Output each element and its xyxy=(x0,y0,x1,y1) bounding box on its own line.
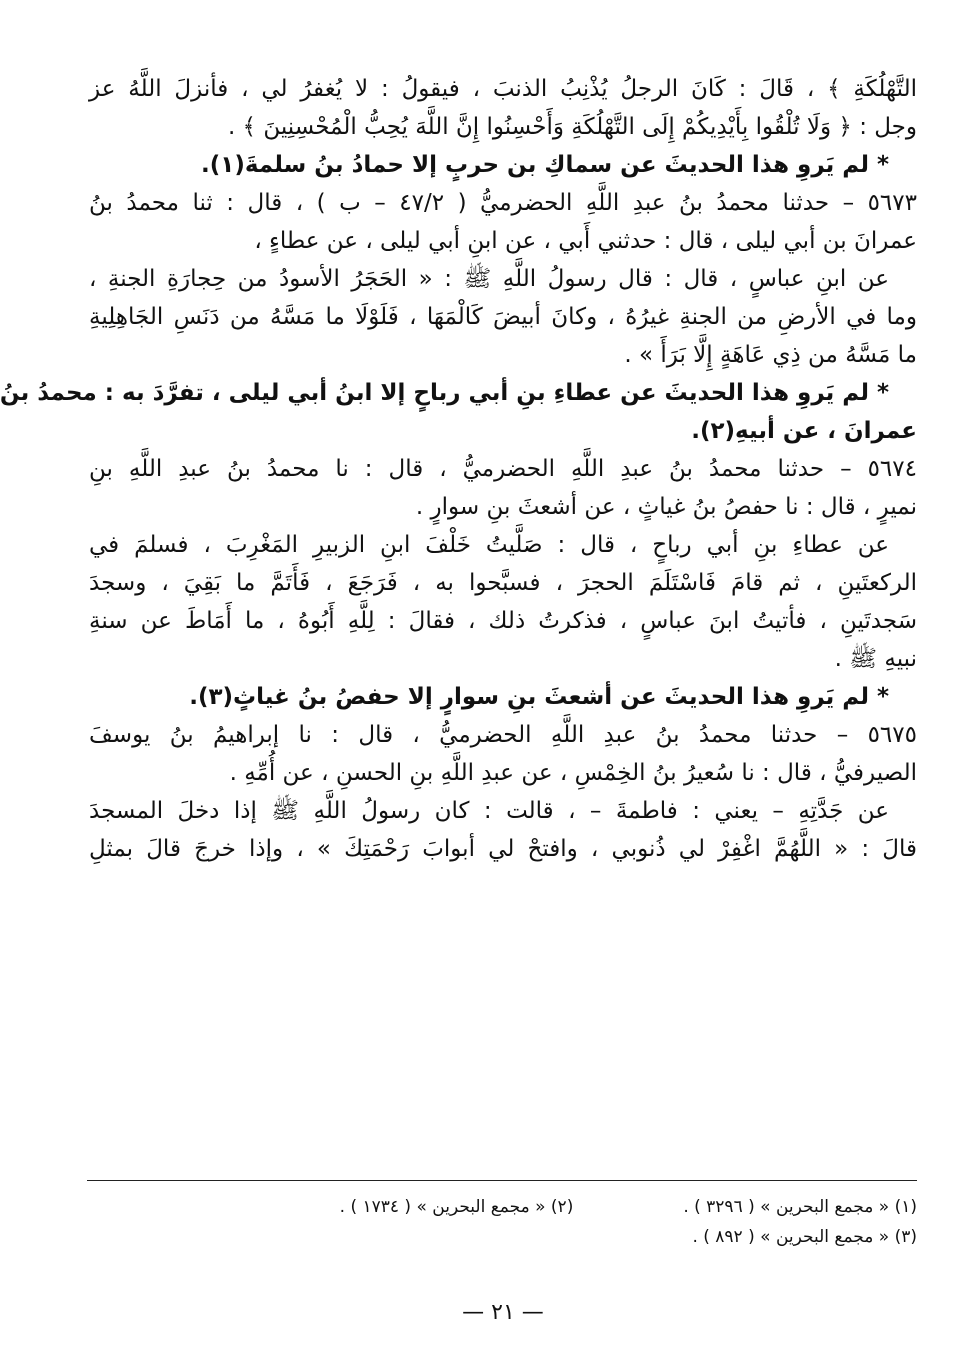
text-line: ٥٦٧٣ – حدثنا محمدُ بنُ عبدِ اللَّهِ الحضرميُّ ( ٤٧/٢ – ب ) ، قال : ثنا محمدُ بنُ xyxy=(89,190,917,216)
text-line: ما مَسَّهُ من ذِي عَاهَةٍ إِلَّا بَرَأَ » . xyxy=(624,342,917,368)
narration-note-line: * لم يَروِ هذا الحديثَ عن سماكِ بن حربٍ إلا حمادُ بنُ سلمةَ(١). xyxy=(201,152,889,178)
footnote-row xyxy=(89,1222,917,1252)
text-line: قالَ : « اللَّهُمَّ اغْفِرْ لي ذُنوبي ، وافتحْ لي أبوابَ رَحْمَتِكَ » ، وإذا خرجَ قالَ بمثلِ xyxy=(89,836,917,862)
text-line: عن جَدَّتِهِ – يعني : فاطمةَ – ، قالت : كان رسولُ اللَّهِ ﷺ إذا دخلَ المسجدَ xyxy=(89,798,889,824)
text-line: نبيهِ ﷺ . xyxy=(834,646,917,672)
text-line: الركعتَينِ ، ثم قامَ فَاسْتَلَمَ الحجرَ ، فسبَّحوا به ، فَرَجَعَ ، فَأَتَمَّ ما بَقِيَ ، وسجدَ xyxy=(89,570,917,596)
text-line: عن ابنِ عباسٍ ، قال : قال رسولُ اللَّهِ ﷺ : « الحَجَرُ الأسودُ من حِجارَةِ الجنةِ ، xyxy=(89,266,889,292)
footnotes xyxy=(89,1192,917,1252)
page-body xyxy=(0,70,917,868)
text-line: عمرانَ بن أبي ليلى ، قال : حدثني أَبي ، عن ابنِ أبي ليلى ، عن عطاءٍ ، xyxy=(254,228,917,254)
text-line: وما في الأرضِ من الجنةِ غيرُهُ ، وكانَ أبيضَ كَالْمَهَا ، فَلَوْلَا ما مَسَّهُ من دَنَسِ الجَاهِلِيةِ xyxy=(89,304,917,330)
footnote: (٢) « مجمع البحرين » ( ١٧٣٤ ) . xyxy=(339,1197,574,1217)
footnote: (٣) « مجمع البحرين » ( ٨٩٢ ) . xyxy=(692,1227,917,1247)
text-line: التَّهْلُكَةِ ﴾ ، قَالَ : كَانَ الرجلُ يُذْنِبُ الذنبَ ، فيقولُ : لا يُغفرُ لي ، فأنزلَ اللَّهُ عز xyxy=(89,76,917,102)
footnote-divider xyxy=(87,1180,917,1181)
footnote: (١) « مجمع البحرين » ( ٣٢٩٦ ) . xyxy=(683,1197,917,1217)
text-line: ٥٦٧٥ – حدثنا محمدُ بنُ عبدِ اللَّهِ الحضرميُّ ، قال : نا إبراهيمُ بنُ يوسفَ xyxy=(89,722,917,748)
text-line: الصيرفيُّ ، قال : نا سُعيرُ بنُ الخِمْسِ ، عن عبدِ اللَّهِ بنِ الحسنِ ، عن أُمِّهِ . xyxy=(229,760,917,786)
page-number: — ٢١ — xyxy=(462,1300,544,1325)
text-line: سَجدتَينِ ، فأتيتُ ابنَ عباسٍ ، فذكرتُ ذلك ، فقالَ : لِلَّهِ أَبُوهُ ، ما أَمَاطَ عن سنةِ xyxy=(89,608,917,634)
footnote-row xyxy=(89,1192,917,1222)
text-line: عن عطاءِ بنِ أبي رباحٍ ، قال : صَلَّيتُ خَلْفَ ابنِ الزبيرِ المَغْرِبَ ، فسلمَ في xyxy=(89,532,889,558)
text-line: وجل : ﴿ وَلَا تُلْقُوا بِأَيْدِيكُمْ إِلَى التَّهْلُكَةِ وَأَحْسِنُوا إِنَّ اللَّهَ يُحِبُّ الْمُحْسِنِينَ ﴾ . xyxy=(227,114,917,140)
narration-note-line: عمرانَ ، عن أبيهِ(٢). xyxy=(691,418,917,444)
text-line: نميرٍ ، قال : نا حفصُ بنُ غياثٍ ، عن أشعثَ بنِ سوارٍ . xyxy=(415,494,917,520)
narration-note-line: * لم يَروِ هذا الحديثَ عن عطاءِ بنِ أبي رباحٍ إلا ابنُ أبي ليلى ، تفرَّدَ به : محمدُ بنُ xyxy=(0,380,889,406)
text-line: ٥٦٧٤ – حدثنا محمدُ بنُ عبدِ اللَّهِ الحضرميُّ ، قال : نا محمدُ بنُ عبدِ اللَّهِ بنِ xyxy=(89,456,917,482)
narration-note-line: * لم يَروِ هذا الحديثَ عن أشعثَ بنِ سوارٍ إلا حفصُ بنُ غياثٍ(٣). xyxy=(189,684,889,710)
